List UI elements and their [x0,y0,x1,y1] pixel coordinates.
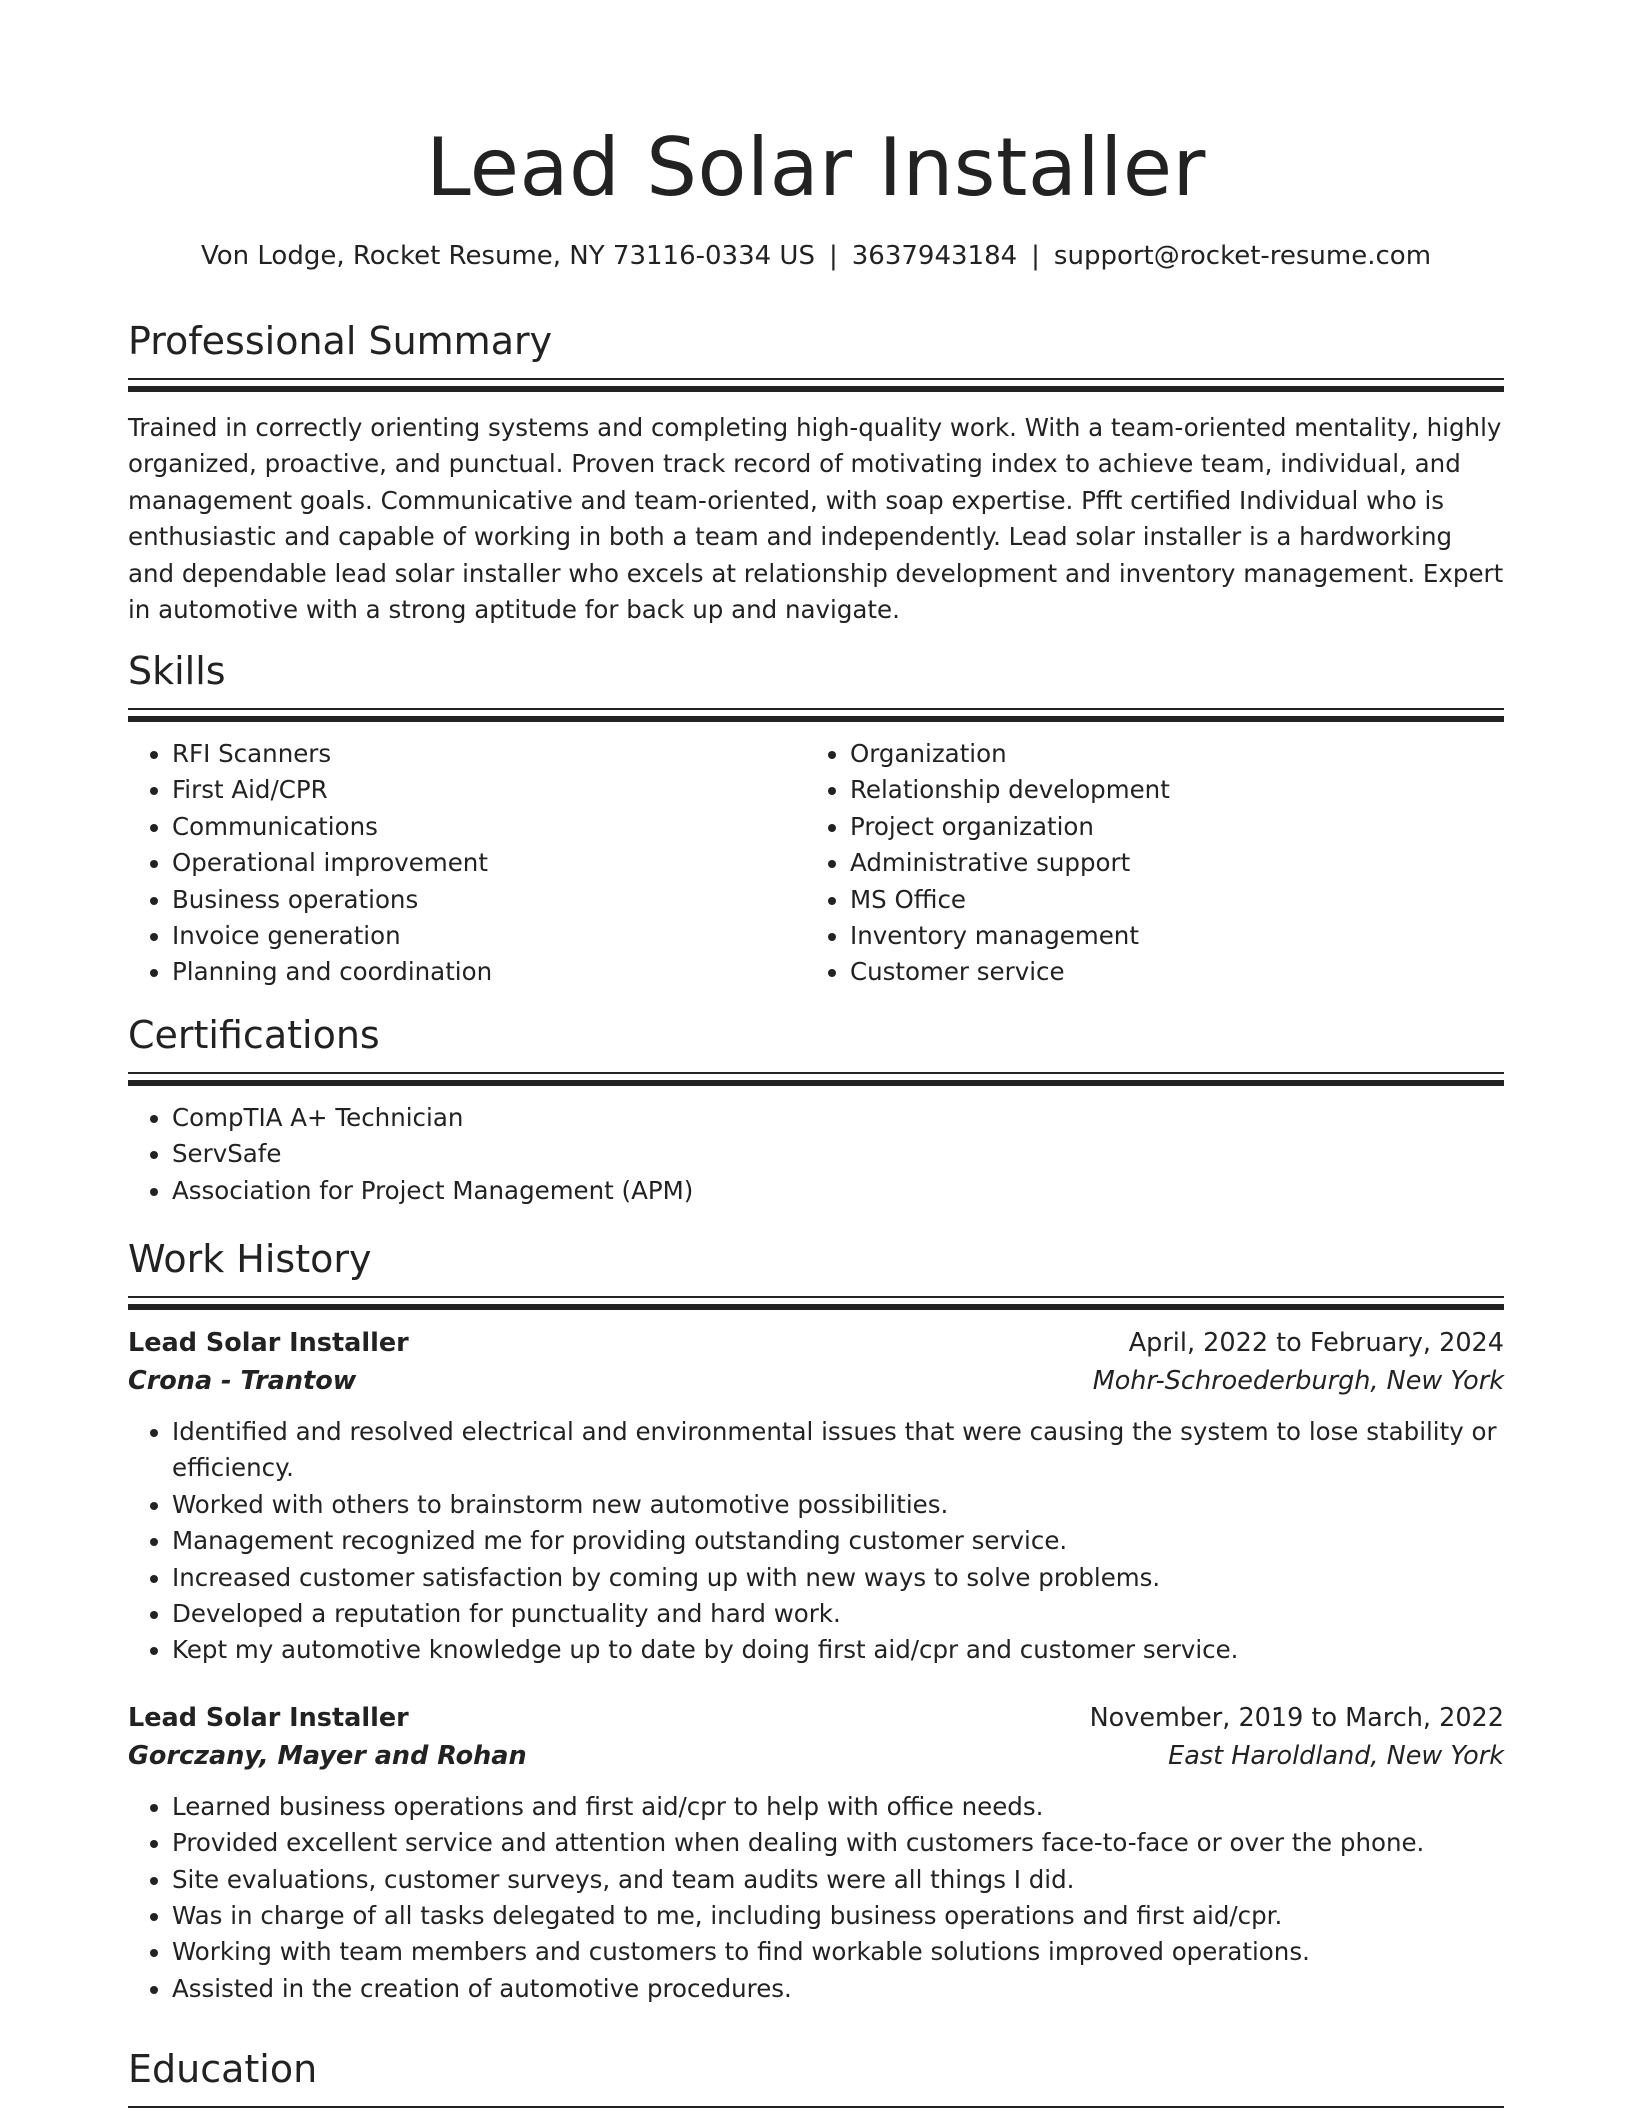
section-rule-thin [128,378,1504,380]
job-duty: • Was in charge of all tasks delegated to me, including business operations and first aid/cpr. [172,1898,1504,1934]
job-header-row [128,1324,1504,1362]
skill-item: • Project organization [850,809,1484,845]
skill-item: • Communications [172,809,806,845]
contact-separator: | [828,241,838,271]
job-company-row [128,1737,1504,1775]
job-entry [128,1699,1504,2007]
certification-item: • CompTIA A+ Technician [172,1100,1504,1136]
job-title: Lead Solar Installer [128,1702,409,1733]
job-location: East Haroldland, New York [1168,1740,1504,1771]
skill-item: • Relationship development [850,772,1484,808]
skill-item: • Business operations [172,882,806,918]
skill-item: • Operational improvement [172,845,806,881]
job-duty: • Site evaluations, customer surveys, and team audits were all things I did. [172,1862,1504,1898]
skill-item: • MS Office [850,882,1484,918]
certifications-heading: Certifications [128,1013,380,1057]
summary-section [128,316,1504,628]
skills-column-left [128,736,806,991]
job-duty: • Assisted in the creation of automotive procedures. [172,1971,1504,2007]
job-duty: • Identified and resolved electrical and environmental issues that were causing the system to lose stability or efficiency. [172,1414,1504,1487]
skills-section [128,646,1504,991]
education-section [128,2044,1504,2108]
section-rule-thick [128,1080,1504,1086]
section-rule-thin [128,708,1504,710]
skills-columns [128,736,1504,991]
skill-item: • Customer service [850,954,1484,990]
certification-item: • ServSafe [172,1136,1504,1172]
work-history-heading: Work History [128,1237,372,1281]
job-company: Gorczany, Mayer and Rohan [128,1740,527,1771]
section-rule-thin [128,2106,1504,2108]
job-dates: November, 2019 to March, 2022 [1089,1702,1504,1733]
skill-item: • Administrative support [850,845,1484,881]
section-rule-thin [128,1296,1504,1298]
job-duty: • Developed a reputation for punctuality and hard work. [172,1596,1504,1632]
section-rule-thick [128,716,1504,722]
contact-address: Von Lodge, Rocket Resume, NY 73116-0334 US [200,241,815,271]
skill-item: • Inventory management [850,918,1484,954]
job-duty: • Management recognized me for providing outstanding customer service. [172,1523,1504,1559]
certification-item: • Association for Project Management (APM) [172,1173,1504,1209]
section-rule-thin [128,1072,1504,1074]
job-entry [128,1324,1504,1669]
skill-item: • First Aid/CPR [172,772,806,808]
job-company: Crona - Trantow [128,1366,357,1396]
job-duties-list [128,1414,1504,1669]
skill-item: • Planning and coordination [172,954,806,990]
section-rule-thick [128,386,1504,392]
contact-separator: | [1031,241,1040,271]
work-history-section [128,1234,1504,2007]
skills-column-right [806,736,1484,991]
job-company-row [128,1362,1504,1400]
job-duty: • Working with team members and customers to find workable solutions improved operations. [172,1934,1504,1970]
resume-title: Lead Solar Installer [426,121,1206,214]
job-duty: • Provided excellent service and attention when dealing with customers face-to-face or over the phone. [172,1825,1504,1861]
contact-phone: 3637943184 [851,241,1018,271]
skills-heading: Skills [128,649,226,693]
job-title: Lead Solar Installer [128,1328,409,1358]
job-duty: • Worked with others to brainstorm new automotive possibilities. [172,1487,1504,1523]
skill-item: • Organization [850,736,1484,772]
contact-email[interactable]: support@rocket-resume.com [1053,241,1432,271]
job-header-row [128,1699,1504,1737]
job-location: Mohr-Schroederburgh, New York [1092,1366,1504,1396]
summary-text: Trained in correctly orienting systems and completing high-quality work. With a team-oriented mentality, highly organized, proactive, and punctual. Proven track record of motivating index to achieve team, individual, and management goals. Communicative and team-oriented, with soap expertise. Pfft certified Individual who is enthusiastic and capable of working in both a team and independently. Lead solar installer is a hardworking and dependable lead solar installer who excels at relationship development and inventory management. Expert in automotive with a strong aptitude for back up and navigate. [128,413,1504,625]
section-rule-thick [128,1304,1504,1310]
summary-heading: Professional Summary [128,319,553,363]
job-duty: • Kept my automotive knowledge up to date by doing first aid/cpr and customer service. [172,1632,1504,1668]
skill-item: • RFI Scanners [172,736,806,772]
job-dates: April, 2022 to February, 2024 [1128,1328,1504,1358]
job-duty: • Increased customer satisfaction by coming up with new ways to solve problems. [172,1560,1504,1596]
certifications-list [128,1100,1504,1209]
education-heading: Education [128,2047,318,2091]
job-duty: • Learned business operations and first aid/cpr to help with office needs. [172,1789,1504,1825]
skills-list-right [806,736,1484,991]
certifications-section [128,1010,1504,1209]
skills-list-left [128,736,806,991]
job-duties-list [128,1789,1504,2007]
contact-line [128,238,1504,274]
skill-item: • Invoice generation [172,918,806,954]
